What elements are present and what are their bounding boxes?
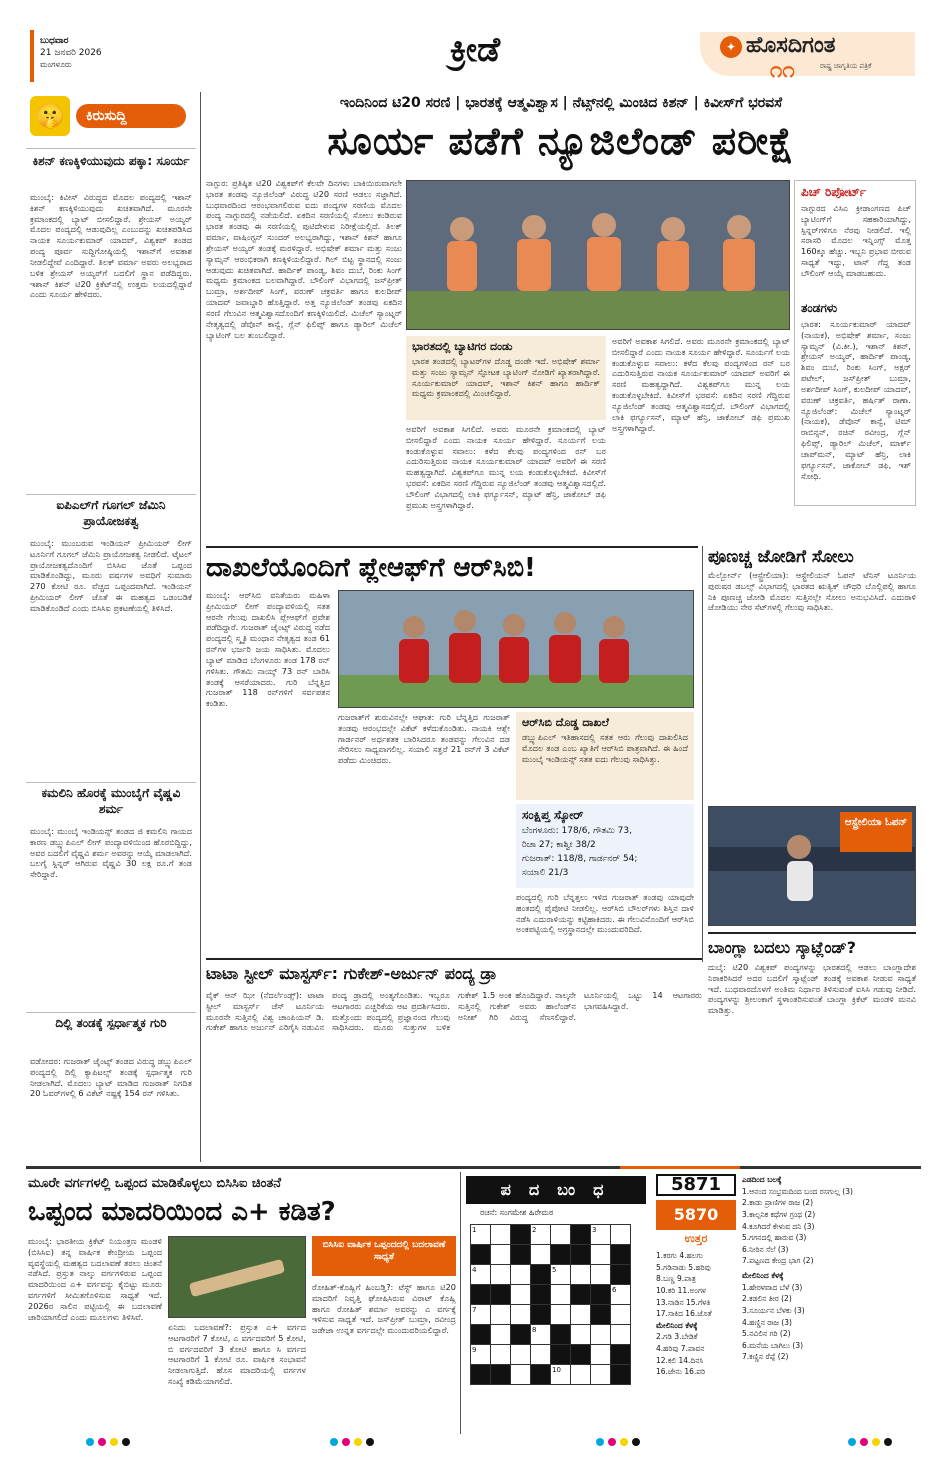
- prev-answers: [656, 1250, 736, 1378]
- paper-name: ಹೊಸದಿಗಂತ: [746, 33, 836, 58]
- team-training-illustration: [407, 181, 789, 329]
- lead-body-col4: ಅವರಿಗೆ ಅವಕಾಶ ಸಿಗಲಿದೆ. ಅವರು ಮೂರನೇ ಕ್ರಮಾಂಕದಲ್ಲಿ ಬ್ಯಾಟ್ ಬೀಸಲಿದ್ದಾರೆ ಎಂದು ನಾಯಕ ಸೂರ್ಯ ಹೇಳಿದ್ದಾರೆ. ಸೂರ್ಯಗೆ ಲಯ ಕಂಡುಕೊಳ್ಳುವ ಸವಾಲು: ಕಳೆದ ಕೆಲವು ಪಂದ್ಯಗಳಿಂದ ರನ್ ಬರ ಎದುರಿಸುತ್ತಿರುವ ನಾಯಕ ಸೂರ್ಯಕುಮಾರ್ ಯಾದವ್ ಅವರಿಗೆ ಈ ಸರಣಿ ಮಹತ್ವದ್ದಾಗಿದೆ. ವಿಶ್ವಕಪ್‌ಗೂ ಮುನ್ನ ಲಯ ಕಂಡುಕೊಳ್ಳಬೇಕಿದೆ. ಕಿವೀಸ್‌ಗೆ ಭರವಸೆ: ಏಕದಿನ ಸರಣಿ ಗೆದ್ದಿರುವ ನ್ಯೂಜಿಲೆಂಡ್ ತಂಡವು ಆತ್ಮವಿಶ್ವಾಸದಲ್ಲಿದೆ. ಬೌಲಿಂಗ್ ವಿಭಾಗದಲ್ಲಿ ಲಾಕಿ ಫರ್ಗ್ಯೂಸನ್, ಮ್ಯಾಟ್ ಹೆನ್ರಿ, ಜಾಕೋಬ್ ಡಫಿ ಪ್ರಮುಖ ಅಸ್ತ್ರಗಳಾಗಿದ್ದಾರೆ.: [612, 336, 790, 433]
- divider: [206, 546, 698, 548]
- prev-puzzle-label: ಉತ್ತರ: [684, 1232, 708, 1245]
- tennis-body: ಮೆಲ್ಬೋರ್ನ್ (ಆಸ್ಟ್ರೇಲಿಯಾ): ಆಸ್ಟ್ರೇಲಿಯನ್ ಓಪನ್ ಟೆನಿಸ್ ಟೂರ್ನಿಯ ಪುರುಷರ ಡಬಲ್ಸ್ ವಿಭಾಗದಲ್ಲಿ ಭಾರತದ ಋತ್ವಿಕ್ ಚೌಧರಿ ಬೊಲ್ಲಿಪಲ್ಲಿ ಹಾಗೂ ನಿಕಿ ಪೂಣಚ್ಚ ಜೋಡಿ ಮೊದಲ ಸುತ್ತಿನಲ್ಲೇ ಸೋಲು ಅನುಭವಿಸಿದೆ. ಎದುರಾಳಿ ಜೋಡಿಯು ನೇರ ಸೆಟ್‌ಗಳಲ್ಲಿ ಗೆಲುವು ಸಾಧಿಸಿತು.: [708, 570, 916, 613]
- sidebar: [26, 92, 196, 1062]
- prev-answer-line: 1.ಕರಗು 4.ಹಲಗು: [656, 1251, 703, 1260]
- teams-body: ಭಾರತ: ಸೂರ್ಯಕುಮಾರ್ ಯಾದವ್ (ನಾಯಕ), ಅಭಿಷೇಕ್ ಶರ್ಮಾ, ಸಂಜು ಸ್ಯಾಮ್ಸನ್ (ವಿ.ಕೀ.), ಇಶಾನ್ ಕಿಶನ್, ಶ್ರೇಯಸ್ ಅಯ್ಯರ್, ಹಾರ್ದಿಕ್ ಪಾಂಡ್ಯ, ಶಿವಂ ದುಬೆ, ರಿಂಕು ಸಿಂಗ್, ಅಕ್ಷರ್ ಪಟೇಲ್, ಜಸ್‌ಪ್ರೀತ್ ಬುಮ್ರಾ, ಅರ್ಶದೀಪ್ ಸಿಂಗ್, ಕುಲದೀಪ್ ಯಾದವ್, ವರುಣ್ ಚಕ್ರವರ್ತಿ, ಹರ್ಷಿತ್ ರಾಣಾ. ನ್ಯೂಜಿಲೆಂಡ್: ಮಿಚೆಲ್ ಸ್ಯಾಂಟ್ನರ್ (ನಾಯಕ), ಡೆವೊನ್ ಕಾನ್ವೆ, ಟಿಮ್ ರಾಬಿನ್ಸನ್, ರಚಿನ್ ರವೀಂದ್ರ, ಗ್ಲೆನ್ ಫಿಲಿಪ್ಸ್, ಡ್ಯಾರಿಲ್ ಮಿಚೆಲ್, ಮಾರ್ಕ್ ಚಾಪ್‌ಮನ್, ಮ್ಯಾಟ್ ಹೆನ್ರಿ, ಲಾಕಿ ಫರ್ಗ್ಯೂಸನ್, ಜಾಕೋಬ್ ಡಫಿ, ಇಶ್ ಸೋಧಿ.: [801, 319, 911, 481]
- sidebar-item-body: ಮುಂಬೈ: ಕಿವೀಸ್ ವಿರುದ್ಧದ ಮೊದಲ ಪಂದ್ಯದಲ್ಲಿ ಇಶಾನ್ ಕಿಶನ್ ಕಣಕ್ಕಿಳಿಯುವುದು ಖಚಿತವಾಗಿದೆ. ಮೂರನೇ ಕ್ರಮಾಂಕದಲ್ಲಿ ಬ್ಯಾಟ್ ಬೀಸಲಿದ್ದಾರೆ. ಶ್ರೇಯಸ್ ಅಯ್ಯರ್ ಮೊದಲ ಪಂದ್ಯದಲ್ಲಿ ಆಡುವುದಿಲ್ಲ ಎಂಬುದನ್ನು ಖಚಿತಪಡಿಸಿದ ನಾಯಕ ಸೂರ್ಯಕುಮಾರ್ ಯಾದವ್, ವಿಶ್ವಕಪ್ ತಂಡದ ಪಂದ್ಯ ಪೂರ್ವ ಸುದ್ದಿಗೋಷ್ಠಿಯಲ್ಲಿ ಇಶಾನ್‌ಗೆ ಅವಕಾಶ ನೀಡಲಿದ್ದೇವೆ ಎಂದಿದ್ದಾರೆ. ತಿಲಕ್ ವರ್ಮಾ ಅವರು ಅಲಭ್ಯರಾದ ಬಳಿಕ ಶ್ರೇಯಸ್ ಅಯ್ಯರ್‌ಗೆ ಬದಲಿಗೆ ಸ್ಥಾನ ಪಡೆದಿದ್ದರು. ಇಶಾನ್ ಕಿಶನ್ ಟಿ20 ಕ್ರಿಕೆಟ್‌ನಲ್ಲಿ ಉತ್ತಮ ಲಯದಲ್ಲಿದ್ದಾರೆ ಎಂದು ಸೂರ್ಯ ಹೇಳಿದರು.: [30, 192, 192, 300]
- cyan-dot: [848, 1438, 856, 1446]
- prev-answer-line: ಮೇಲಿನಿಂದ ಕೆಳಕ್ಕೆ: [656, 1320, 698, 1330]
- column-divider: [200, 92, 201, 1162]
- rcb-body: ಮುಂಬೈ: ಆರ್‌ಸಿಬಿ ವನಿತೆಯರು ಮಹಿಳಾ ಪ್ರೀಮಿಯರ್ ಲೀಗ್ ಪಂದ್ಯಾವಳಿಯಲ್ಲಿ ಸತತ ಆರನೇ ಗೆಲುವು ದಾಖಲಿಸಿ ಪ್ಲೇಆಫ್‌ಗೆ ಪ್ರವೇಶ ಪಡೆದಿದ್ದಾರೆ. ಗುಜರಾತ್ ಜೈಂಟ್ಸ್ ವಿರುದ್ಧ ನಡೆದ ಪಂದ್ಯದಲ್ಲಿ ಸ್ಮೃತಿ ಮಂಧಾನ ನೇತೃತ್ವದ ತಂಡ 61 ರನ್‌ಗಳ ಭರ್ಜರಿ ಜಯ ಸಾಧಿಸಿತು. ಮೊದಲು ಬ್ಯಾಟ್ ಮಾಡಿದ ಬೆಂಗಳೂರು ತಂಡ 178 ರನ್ ಗಳಿಸಿತು. ಗೌತಮಿ ನಾಯ್ಕ್ 73 ರನ್ ಬಾರಿಸಿ ತಂಡಕ್ಕೆ ಆಸರೆಯಾದರು. ಗುರಿ ಬೆನ್ನತ್ತಿದ ಗುಜರಾತ್ 118 ರನ್‌ಗಳಿಗೆ ಸರ್ವಪತನ ಕಂಡಿತು.: [206, 590, 330, 709]
- bcci-headline: ಒಪ್ಪಂದ ಮಾದರಿಯಿಂದ ಎ+ ಕಡಿತ?: [28, 1197, 336, 1227]
- sidebar-item-title: ಕಿಶನ್ ಕಣಕ್ಕಿಳಿಯುವುದು ಪಕ್ಕಾ: ಸೂರ್ಯ: [32, 154, 190, 168]
- tennis-headline: ಪೂಣಚ್ಚ ಜೋಡಿಗೆ ಸೋಲು: [708, 547, 854, 567]
- bcci-kicker: ಮೂರೇ ವರ್ಗಗಳಲ್ಲಿ ಒಪ್ಪಂದ ಮಾಡಿಕೊಳ್ಳಲು ಬಿಸಿಸಿಐ ಚಿಂತನೆ: [28, 1176, 282, 1191]
- masthead-day: ಬುಧವಾರ: [40, 36, 69, 46]
- sidebar-brand: ಕಿರುಸುದ್ದಿ: [76, 104, 186, 128]
- tennis-badge: ಆಸ್ಟ್ರೇಲಿಯಾ ಓಪನ್: [840, 812, 912, 852]
- clue-across: 6.ನೀರಿನ ಸೆಲೆ (3): [742, 1244, 789, 1254]
- rcb-celebration-illustration: [339, 591, 693, 707]
- print-registration-marks: [596, 1438, 640, 1446]
- prev-answer-line: 5.ಗಡಿನಾಡು 5.ಹರಿವು: [656, 1262, 711, 1272]
- clue-across: 5.ಗಗನದಲ್ಲಿ ಹಾರುವ (3): [742, 1233, 807, 1243]
- clue-down: 6.ಮನೆಯ ಬಾಗಿಲು (3): [742, 1340, 804, 1350]
- sidebar-item-body: ಮುಂಬೈ: ಮುಂಬರುವ ಇಂಡಿಯನ್ ಪ್ರೀಮಿಯರ್ ಲೀಗ್ ಟೂರ್ನಿಗೆ ಗೂಗಲ್ ಜೆಮಿನಿ ಪ್ರಾಯೋಜಕತ್ವ ನೀಡಲಿದೆ. ಟೈಟಲ್ ಪ್ರಾಯೋಜಕತ್ವದೊಂದಿಗೆ ಬಿಸಿಸಿಐ ಜೊತೆ ಒಪ್ಪಂದ ಮಾಡಿಕೊಂಡಿದ್ದು, ಮೂರು ವರ್ಷಗಳ ಅವಧಿಗೆ ಸುಮಾರು 270 ಕೋಟಿ ರೂ. ವೆಚ್ಚದ ಒಪ್ಪಂದವಾಗಿದೆ. ಇಂಡಿಯನ್ ಪ್ರೀಮಿಯರ್ ಲೀಗ್ ಜೊತೆ ಈ ಮಹತ್ವದ ಒಡಂಬಡಿಕೆ ಮಾಡಿಕೊಂಡಿದೆ ಎಂದು ಬಿಸಿಸಿಐ ಪ್ರಕಟಣೆಯಲ್ಲಿ ತಿಳಿಸಿದೆ.: [30, 538, 192, 613]
- divider: [26, 148, 196, 149]
- divider: [708, 932, 916, 934]
- prev-answer-line: 16.ಜೇನು 16.ಪರಿ: [656, 1367, 706, 1377]
- clue-across: 7.ಪಟ್ಟಣದ ಕೇಂದ್ರ ಭಾಗ (2): [742, 1256, 814, 1266]
- clue-down: 4.ಹಣ್ಣಿನ ರಾಜ (3): [742, 1317, 792, 1327]
- clue-down: 2.ಕಡಲಿನ ತೀರ (2): [742, 1294, 792, 1304]
- column-divider: [460, 1172, 461, 1434]
- bottom-divider: [26, 1166, 921, 1169]
- puzzle-author: ರಚನೆ: ಸಂಗಮೇಶ ಹಿರೇಮಠ: [480, 1208, 554, 1217]
- clue-down: 7.ಕಣ್ಣಿನ ರೆಪ್ಪೆ (2): [742, 1352, 789, 1362]
- prev-answer-line: 8.ಬಣ್ಣ 9.ಪಾತ್ರ: [656, 1274, 696, 1284]
- lamp-icon: ✦: [720, 36, 742, 58]
- divider: [206, 958, 702, 960]
- section-title: ಕ್ರೀಡೆ: [449, 30, 501, 70]
- magenta-dot: [860, 1438, 868, 1446]
- black-dot: [122, 1438, 130, 1446]
- lead-photo: [406, 180, 790, 330]
- sidebar-item-title: ಐಪಿಎಲ್‌ಗೆ ಗೂಗಲ್ ಜೆಮಿನಿ ಪ್ರಾಯೋಜಕತ್ವ: [56, 498, 166, 528]
- pitch-report-box: [794, 180, 916, 506]
- column-divider: [702, 546, 703, 962]
- sidebar-item-body: ಮುಂಬೈ: ಮುಂಬೈ ಇಂಡಿಯನ್ಸ್ ತಂಡದ ಜಿ ಕಮಲಿನಿ ಗಾಯದ ಕಾರಣ ಡಬ್ಲ್ಯುಪಿಎಲ್ ಲೀಗ್ ಪಂದ್ಯಾವಳಿಯಿಂದ ಹೊರಬಿದ್ದಿದ್ದು, ಅವರ ಬದಲಿಗೆ ವೈಷ್ಣವಿ ಶರ್ಮ ಅವರನ್ನು ಆಯ್ಕೆ ಮಾಡಲಾಗಿದೆ. ಬಲಗೈ ಸ್ಪಿನ್ನರ್ ಆಗಿರುವ ವೈಷ್ಣವಿ 30 ಲಕ್ಷ ರೂ.ಗೆ ತಂಡ ಸೇರಿದ್ದಾರೆ.: [30, 826, 192, 880]
- rcb-photo: [338, 590, 694, 708]
- page-number: ೧೧: [770, 58, 795, 83]
- magenta-dot: [98, 1438, 106, 1446]
- yellow-dot: [872, 1438, 880, 1446]
- clue-across: 3.ಕಾಲ್ಪನಿಕ ಕಥೆಗಳ ಗ್ರಂಥ (2): [742, 1209, 816, 1219]
- clues: [742, 1174, 918, 1363]
- print-registration-marks: [330, 1438, 374, 1446]
- cyan-dot: [596, 1438, 604, 1446]
- divider: [26, 782, 196, 783]
- print-registration-marks: [86, 1438, 130, 1446]
- rcb-record-body: ಡಬ್ಲ್ಯುಪಿಎಲ್ ಇತಿಹಾಸದಲ್ಲಿ ಸತತ ಆರು ಗೆಲುವು ದಾಖಲಿಸಿದ ಮೊದಲ ತಂಡ ಎಂಬ ಖ್ಯಾತಿಗೆ ಆರ್‌ಸಿಬಿ ಪಾತ್ರವಾಗಿದೆ. ಈ ಹಿಂದೆ ಮುಂಬೈ ಇಂಡಿಯನ್ಸ್ ಸತತ ಐದು ಗೆಲುವು ಸಾಧಿಸಿತ್ತು.: [522, 732, 688, 764]
- date-accent-bar: [30, 30, 34, 82]
- magenta-dot: [608, 1438, 616, 1446]
- cyan-dot: [86, 1438, 94, 1446]
- cricket-bat-illustration: [169, 1237, 305, 1317]
- shush-emoji-icon: 🤫: [30, 96, 70, 136]
- masthead: [30, 30, 920, 88]
- print-registration-marks: [848, 1438, 892, 1446]
- prev-answer-line: 13.ನಾಡಿನ 15.ಗೆಳತಿ: [656, 1297, 711, 1307]
- bcci-body2: ಏನಿದು ಬದಲಾವಣೆ?: ಪ್ರಸ್ತುತ ಎ+ ವರ್ಗದ ಆಟಗಾರರಿಗೆ 7 ಕೋಟಿ, ಎ ವರ್ಗದವರಿಗೆ 5 ಕೋಟಿ, ಬಿ ವರ್ಗದವರಿಗೆ 3 ಕೋಟಿ ಹಾಗೂ ಸಿ ವರ್ಗದ ಆಟಗಾರರಿಗೆ 1 ಕೋಟಿ ರೂ. ವಾರ್ಷಿಕ ಸಂಭಾವನೆ ನೀಡಲಾಗುತ್ತಿದೆ. ಹೊಸ ಮಾದರಿಯಲ್ಲಿ ವರ್ಗಗಳ ಸಂಖ್ಯೆ ಕಡಿಮೆಯಾಗಲಿದೆ.: [168, 1322, 306, 1387]
- yellow-dot: [354, 1438, 362, 1446]
- crossword-grid: 1 2 3 4 5 6 7 8 9 10: [470, 1224, 631, 1385]
- lead-headline: ಸೂರ್ಯ ಪಡೆಗೆ ನ್ಯೂಜಿಲೆಂಡ್ ಪರೀಕ್ಷೆ: [327, 119, 795, 163]
- across-title: ಎಡದಿಂದ ಬಲಕ್ಕೆ: [742, 1175, 782, 1184]
- masthead-date: 21 ಜನವರಿ 2026: [40, 48, 102, 58]
- rcb-headline: ದಾಖಲೆಯೊಂದಿಗೆ ಪ್ಲೇಆಫ್‌ಗೆ ಆರ್‌ಸಿಬಿ!: [206, 553, 536, 583]
- scorecard-title: ಸಂಕ್ಷಿಪ್ತ ಸ್ಕೋರ್: [522, 808, 584, 822]
- pitch-report-title: ಪಿಚ್ ರಿಪೋರ್ಟ್: [801, 185, 867, 199]
- orange-rule: [620, 1166, 740, 1169]
- puzzle-title-blocks: [466, 1176, 646, 1204]
- caption-body: ಭಾರತ ತಂಡದಲ್ಲಿ ಬ್ಯಾಟರ್‌ಗಳ ದೊಡ್ಡ ದಂಡೇ ಇದೆ. ಅಭಿಷೇಕ್ ಶರ್ಮಾ ಮತ್ತು ಸಂಜು ಸ್ಯಾಮ್ಸನ್ ಸ್ಫೋಟಕ ಬ್ಯಾಟಿಂಗ್ ನೋಡಿಗೆ ಖ್ಯಾತರಾಗಿದ್ದಾರೆ. ಸೂರ್ಯಕುಮಾರ್ ಯಾದವ್, ಇಶಾನ್ ಕಿಶನ್ ಹಾಗೂ ಹಾರ್ದಿಕ್ ಮಧ್ಯಮ ಕ್ರಮಾಂಕದಲ್ಲಿ ಮಿಂಚಲಿದ್ದಾರೆ.: [412, 356, 600, 399]
- scorecard-box: [516, 804, 694, 888]
- prev-answer-line: 17.ಸಾಕಿದ 16.ಜೊತೆ: [656, 1309, 712, 1319]
- black-dot: [366, 1438, 374, 1446]
- paper-tagline: ರಾಷ್ಟ್ರ ಜಾಗೃತಿಯ ಪತ್ರಿಕೆ: [820, 62, 872, 70]
- prev-answer-line: 4.ಹರಿವು 7.ಪಾವನ: [656, 1344, 705, 1353]
- sidebar-item-title: ದಿಲ್ಲಿ ತಂಡಕ್ಕೆ ಸ್ಪರ್ಧಾತ್ಮಕ ಗುರಿ: [55, 1016, 167, 1030]
- lead-body: ನಾಗ್ಪುರ: ಪ್ರತಿಷ್ಠಿತ ಟಿ20 ವಿಶ್ವಕಪ್‌ಗೆ ಕೆಲವೇ ದಿನಗಳು ಬಾಕಿಯಿರುವಾಗಲೇ ಭಾರತ ತಂಡವು ನ್ಯೂಜಿಲೆಂಡ್ ವಿರುದ್ಧ ಟಿ20 ಸರಣಿ ಆಡಲು ಸಜ್ಜಾಗಿದೆ. ಬುಧವಾರದಿಂದ ಆರಂಭವಾಗಲಿರುವ ಐದು ಪಂದ್ಯಗಳ ಸರಣಿಯ ಮೊದಲ ಪಂದ್ಯ ನಾಗ್ಪುರದಲ್ಲಿ ನಡೆಯಲಿದೆ. ಏಕದಿನ ಸರಣಿಯಲ್ಲಿ ಸೋಲು ಕಂಡಿರುವ ಭಾರತ ತಂಡವು ಈ ಸರಣಿಯಲ್ಲಿ ಪುಟಿದೇಳುವ ನಿರೀಕ್ಷೆಯಲ್ಲಿದೆ. ತಿಲಕ್ ವರ್ಮಾ, ವಾಷಿಂಗ್ಟನ್ ಸುಂದರ್ ಅಲಭ್ಯರಾಗಿದ್ದು, ಇಶಾನ್ ಕಿಶನ್ ಹಾಗೂ ಶ್ರೇಯಸ್ ಅಯ್ಯರ್ ತಂಡಕ್ಕೆ ಮರಳಿದ್ದಾರೆ. ಅಭಿಷೇಕ್ ಶರ್ಮಾ ಮತ್ತು ಸಂಜು ಸ್ಯಾಮ್ಸನ್ ಆರಂಭಿಕರಾಗಿ ಕಣಕ್ಕಿಳಿಯಲಿದ್ದಾರೆ. ಗಿಲ್ ಬಿಟ್ಟ ಸ್ಥಾನದಲ್ಲಿ ಸಂಜು ಆಡುವುದು ಖಚಿತವಾಗಿದೆ. ಹಾರ್ದಿಕ್ ಪಾಂಡ್ಯ, ಶಿವಂ ದುಬೆ, ರಿಂಕು ಸಿಂಗ್ ಮಧ್ಯಮ ಕ್ರಮಾಂಕದ ಬಲವಾಗಿದ್ದಾರೆ. ಬೌಲಿಂಗ್ ವಿಭಾಗದಲ್ಲಿ ಜಸ್‌ಪ್ರೀತ್ ಬುಮ್ರಾ, ಅರ್ಶದೀಪ್ ಸಿಂಗ್, ವರುಣ್ ಚಕ್ರವರ್ತಿ ಹಾಗೂ ಕುಲದೀಪ್ ಯಾದವ್ ಜವಾಬ್ದಾರಿ ಹೊತ್ತಿದ್ದಾರೆ. ಅತ್ತ ನ್ಯೂಜಿಲೆಂಡ್ ತಂಡವು ಏಕದಿನ ಸರಣಿ ಗೆಲುವಿನ ಆತ್ಮವಿಶ್ವಾಸದೊಂದಿಗೆ ಕಣಕ್ಕಿಳಿಯಲಿದೆ. ಮಿಚೆಲ್ ಸ್ಯಾಂಟ್ನರ್ ನೇತೃತ್ವದಲ್ಲಿ ಡೆವೊನ್ ಕಾನ್ವೆ, ಗ್ಲೆನ್ ಫಿಲಿಪ್ಸ್ ಹಾಗೂ ಡ್ಯಾರಿಲ್ ಮಿಚೆಲ್ ಬ್ಯಾಟಿಂಗ್ ಬಲ ತುಂಬಲಿದ್ದಾರೆ.: [206, 178, 402, 340]
- clue-down: 1.ಹೇರಳವಾದ ಬೆಳೆ (3): [742, 1282, 803, 1292]
- bcci-body3: ರೋಹಿತ್-ಕೊಹ್ಲಿಗೆ ಹಿಂಬಡ್ತಿ?: ಟೆಸ್ಟ್ ಹಾಗೂ ಟಿ20 ಮಾದರಿಗೆ ನಿವೃತ್ತಿ ಘೋಷಿಸಿರುವ ವಿರಾಟ್ ಕೊಹ್ಲಿ ಹಾಗೂ ರೋಹಿತ್ ಶರ್ಮಾ ಅವರನ್ನು ಎ ವರ್ಗಕ್ಕೆ ಇಳಿಸುವ ಸಾಧ್ಯತೆ ಇದೆ. ಜಸ್‌ಪ್ರೀತ್ ಬುಮ್ರಾ, ರವೀಂದ್ರ ಜಡೇಜಾ ಉನ್ನತ ವರ್ಗದಲ್ಲೇ ಮುಂದುವರಿಯಲಿದ್ದಾರೆ.: [312, 1282, 456, 1336]
- divider: [26, 494, 196, 495]
- puzzle-number: 5871: [656, 1174, 736, 1196]
- yellow-dot: [620, 1438, 628, 1446]
- pitch-report-body: ನಾಗ್ಪುರದ ವಿಸಿಎ ಕ್ರೀಡಾಂಗಣದ ಪಿಚ್ ಬ್ಯಾಟಿಂಗ್‌ಗೆ ಸಹಕಾರಿಯಾಗಿದ್ದು, ಸ್ಪಿನ್ನರ್‌ಗಳಿಗೂ ನೆರವು ನೀಡಲಿದೆ. ಇಲ್ಲಿ ಸರಾಸರಿ ಮೊದಲ ಇನ್ನಿಂಗ್ಸ್ ಮೊತ್ತ 160ಕ್ಕೂ ಹೆಚ್ಚು. ಇಬ್ಬನಿ ಪ್ರಭಾವ ಬೀರುವ ಸಾಧ್ಯತೆ ಇದ್ದು, ಟಾಸ್ ಗೆದ್ದ ತಂಡ ಬೌಲಿಂಗ್ ಆಯ್ಕೆ ಮಾಡಬಹುದು.: [801, 203, 911, 278]
- bcci-photo: [168, 1236, 306, 1318]
- scorecard-line: ಬೆಂಗಳೂರು: 178/6, ಗೌತಮಿ 73,: [522, 826, 632, 836]
- scorecard-line: ಗುಜರಾತ್: 118/8, ಗಾರ್ಡನರ್ 54;: [522, 854, 638, 864]
- clue-down: 3.ಸೂರ್ಯನ ಬೆಳಕು (3): [742, 1305, 805, 1315]
- prev-answer-line: 12.ಕಲಿ 14.ದಿನಸಿ: [656, 1355, 704, 1365]
- down-title: ಮೇಲಿನಿಂದ ಕೆಳಕ್ಕೆ: [742, 1271, 784, 1280]
- rcb-col3: ಪಂದ್ಯದಲ್ಲಿ ಗುರಿ ಬೆನ್ನತ್ತಲು ಇಳಿದ ಗುಜರಾತ್ ತಂಡವು ಯಾವುದೇ ಹಂತದಲ್ಲಿ ಪೈಪೋಟಿ ನೀಡಲಿಲ್ಲ. ಆರ್‌ಸಿಬಿ ಬೌಲರ್‌ಗಳು ಶಿಸ್ತಿನ ದಾಳಿ ನಡೆಸಿ ಎದುರಾಳಿಯನ್ನು ಕಟ್ಟಿಹಾಕಿದರು. ಈ ಗೆಲುವಿನೊಂದಿಗೆ ಆರ್‌ಸಿಬಿ ಅಂಕಪಟ್ಟಿಯಲ್ಲಿ ಅಗ್ರಸ್ಥಾನದಲ್ಲೇ ಮುಂದುವರಿದಿದೆ.: [516, 892, 694, 935]
- rcb-record-title: ಆರ್‌ಸಿಬಿ ದೊಡ್ಡ ದಾಖಲೆ: [522, 716, 609, 729]
- rcb-col2: ಗುಜರಾತ್‌ಗೆ ಶುರುವಿನಲ್ಲೇ ಆಘಾತ: ಗುರಿ ಬೆನ್ನತ್ತಿದ ಗುಜರಾತ್ ತಂಡವು ಆರಂಭದಲ್ಲೇ ವಿಕೆಟ್ ಕಳೆದುಕೊಂಡಿತು. ನಾಯಕಿ ಆಶ್ಲೇ ಗಾರ್ಡನರ್ ಅರ್ಧಶತಕ ಬಾರಿಸಿದರೂ ತಂಡವನ್ನು ಗೆಲುವಿನ ದಡ ಸೇರಿಸಲು ಸಾಧ್ಯವಾಗಲಿಲ್ಲ. ಸಯಾಲಿ ಸತ್ಘರೆ 21 ರನ್‌ಗೆ 3 ವಿಕೆಟ್ ಪಡೆದು ಮಿಂಚಿದರು.: [338, 712, 510, 766]
- caption-box: [406, 336, 606, 420]
- masthead-city: ಮಂಗಳೂರು: [40, 60, 72, 69]
- chess-body: ವೈಕ್ ಆನ್ ಝೀ (ನೆದರ್ಲೆಂಡ್ಸ್): ಟಾಟಾ ಸ್ಟೀಲ್ ಮಾಸ್ಟರ್ಸ್ ಚೆಸ್ ಟೂರ್ನಿಯ ಮೂರನೇ ಸುತ್ತಿನಲ್ಲಿ ವಿಶ್ವ ಚಾಂಪಿಯನ್ ಡಿ. ಗುಕೇಶ್ ಹಾಗೂ ಅರ್ಜುನ್ ಎರಿಗೈಸಿ ನಡುವಿನ ಪಂದ್ಯ ಡ್ರಾದಲ್ಲಿ ಅಂತ್ಯಗೊಂಡಿತು. ಇಬ್ಬರೂ ಆಟಗಾರರು ಎಚ್ಚರಿಕೆಯ ಆಟ ಪ್ರದರ್ಶಿಸಿದರು. ಮತ್ತೊಂದು ಪಂದ್ಯದಲ್ಲಿ ಪ್ರಜ್ಞಾನಂದ ಗೆಲುವು ಸಾಧಿಸಿದರು. ಮೂರು ಸುತ್ತುಗಳ ಬಳಿಕ ಗುಕೇಶ್ 1.5 ಅಂಕ ಹೊಂದಿದ್ದಾರೆ. ನಾಲ್ಕನೇ ಸುತ್ತಿನಲ್ಲಿ ಗುಕೇಶ್ ಅವರು ಹಾಲೆಂಡ್‌ನ ಅನೀಶ್ ಗಿರಿ ವಿರುದ್ಧ ಸೆಣಸಲಿದ್ದಾರೆ. ಟೂರ್ನಿಯಲ್ಲಿ ಒಟ್ಟು 14 ಆಟಗಾರರು ಭಾಗವಹಿಸಿದ್ದಾರೆ.: [206, 990, 702, 1033]
- prev-puzzle-number: 5870: [656, 1200, 736, 1230]
- bcci-box-title: ಬಿಸಿಸಿಐ ವಾರ್ಷಿಕ ಒಪ್ಪಂದದಲ್ಲಿ ಬದಲಾವಣೆ ಸಾಧ್ಯತೆ: [312, 1236, 456, 1276]
- prev-answer-line: 10.ಕರಿ 11.ಅಂಗಳ: [656, 1285, 706, 1295]
- sidebar-header: [26, 92, 196, 142]
- magenta-dot: [342, 1438, 350, 1446]
- sidebar-item-title: ಕಮಲಿನಿ ಹೊರಕ್ಕೆ ಮುಂಬೈಗೆ ವೈಷ್ಣವಿ ಶರ್ಮ: [41, 786, 181, 816]
- lead-body-continued: ಅವರಿಗೆ ಅವಕಾಶ ಸಿಗಲಿದೆ. ಅವರು ಮೂರನೇ ಕ್ರಮಾಂಕದಲ್ಲಿ ಬ್ಯಾಟ್ ಬೀಸಲಿದ್ದಾರೆ ಎಂದು ನಾಯಕ ಸೂರ್ಯ ಹೇಳಿದ್ದಾರೆ. ಸೂರ್ಯಗೆ ಲಯ ಕಂಡುಕೊಳ್ಳುವ ಸವಾಲು: ಕಳೆದ ಕೆಲವು ಪಂದ್ಯಗಳಿಂದ ರನ್ ಬರ ಎದುರಿಸುತ್ತಿರುವ ನಾಯಕ ಸೂರ್ಯಕುಮಾರ್ ಯಾದವ್ ಅವರಿಗೆ ಈ ಸರಣಿ ಮಹತ್ವದ್ದಾಗಿದೆ. ವಿಶ್ವಕಪ್‌ಗೂ ಮುನ್ನ ಲಯ ಕಂಡುಕೊಳ್ಳಬೇಕಿದೆ. ಕಿವೀಸ್‌ಗೆ ಭರವಸೆ: ಏಕದಿನ ಸರಣಿ ಗೆದ್ದಿರುವ ನ್ಯೂಜಿಲೆಂಡ್ ತಂಡವು ಆತ್ಮವಿಶ್ವಾಸದಲ್ಲಿದೆ. ಬೌಲಿಂಗ್ ವಿಭಾಗದಲ್ಲಿ ಲಾಕಿ ಫರ್ಗ್ಯೂಸನ್, ಮ್ಯಾಟ್ ಹೆನ್ರಿ, ಜಾಕೋಬ್ ಡಫಿ ಪ್ರಮುಖ ಅಸ್ತ್ರಗಳಾಗಿದ್ದಾರೆ.: [406, 424, 606, 510]
- chess-headline: ಟಾಟಾ ಸ್ಟೀಲ್ ಮಾಸ್ಟರ್ಸ್: ಗುಕೇಶ್-ಅರ್ಜುನ್ ಪಂದ್ಯ ಡ್ರಾ: [206, 964, 497, 983]
- clue-down: 5.ನವಿಲಿನ ಗರಿ (2): [742, 1329, 791, 1339]
- clue-across: 1.ಆನಂದ ಸಂಭ್ರಮದಿಂದ ಬಂದ ರಸಗುಲ್ಲ (3): [742, 1186, 853, 1196]
- black-dot: [632, 1438, 640, 1446]
- puzzle-title: ಪದಬಂಧ: [466, 1176, 646, 1204]
- sidebar-item-body: ವಡೋದರ: ಗುಜರಾತ್ ಜೈಂಟ್ಸ್ ತಂಡದ ವಿರುದ್ಧ ಡಬ್ಲ್ಯುಪಿಎಲ್ ಪಂದ್ಯದಲ್ಲಿ ದಿಲ್ಲಿ ಕ್ಯಾಪಿಟಲ್ಸ್ ತಂಡಕ್ಕೆ ಸ್ಪರ್ಧಾತ್ಮಕ ಗುರಿ ನೀಡಲಾಗಿದೆ. ಮೊದಲು ಬ್ಯಾಟ್ ಮಾಡಿದ ಗುಜರಾತ್ ನಿಗದಿತ 20 ಓವರ್‌ಗಳಲ್ಲಿ 6 ವಿಕೆಟ್ ನಷ್ಟಕ್ಕೆ 154 ರನ್ ಗಳಿಸಿತು.: [30, 1056, 192, 1099]
- clue-across: 4.ಕೂಗಿದರೆ ಕೇಳುವ ದನಿ (3): [742, 1221, 815, 1231]
- teams-title: ತಂಡಗಳು: [801, 301, 838, 315]
- bangla-body: ದುಬೈ: ಟಿ20 ವಿಶ್ವಕಪ್ ಪಂದ್ಯಗಳನ್ನು ಭಾರತದಲ್ಲಿ ಆಡಲು ಬಾಂಗ್ಲಾದೇಶ ನಿರಾಕರಿಸಿದರೆ ಅದರ ಬದಲಿಗೆ ಸ್ಕಾಟ್ಲೆಂಡ್ ತಂಡಕ್ಕೆ ಅವಕಾಶ ನೀಡುವ ಸಾಧ್ಯತೆ ಇದೆ. ಬುಧವಾರದೊಳಗೆ ಅಂತಿಮ ನಿರ್ಧಾರ ತಿಳಿಸುವಂತೆ ಐಸಿಸಿ ಗಡುವು ನೀಡಿದೆ. ಪಂದ್ಯಗಳನ್ನು ಶ್ರೀಲಂಕಾಗೆ ಸ್ಥಳಾಂತರಿಸುವಂತೆ ಬಾಂಗ್ಲಾ ಕ್ರಿಕೆಟ್ ಮಂಡಳಿ ಮನವಿ ಮಾಡಿತ್ತು.: [708, 962, 916, 1016]
- scorecard-line: ಸಯಾಲಿ 21/3: [522, 868, 569, 878]
- bangla-headline: ಬಾಂಗ್ಲಾ ಬದಲು ಸ್ಕಾಟ್ಲೆಂಡ್?: [708, 938, 857, 957]
- black-dot: [884, 1438, 892, 1446]
- rcb-record-box: [516, 712, 694, 800]
- yellow-dot: [110, 1438, 118, 1446]
- lead-kicker: ಇಂದಿನಿಂದ ಟಿ20 ಸರಣಿ | ಭಾರತಕ್ಕೆ ಆತ್ಮವಿಶ್ವಾಸ | ನೆಟ್ಸ್‌ನಲ್ಲಿ ಮಿಂಚಿದ ಕಿಶನ್ | ಕಿವೀಸ್‌ಗೆ ಭರವಸೆ: [339, 95, 783, 111]
- prev-answer-line: 2.ಗಡಿ 3.ಬೇಡಿಕೆ: [656, 1332, 698, 1342]
- divider: [26, 1012, 196, 1013]
- bcci-body: ಮುಂಬೈ: ಭಾರತೀಯ ಕ್ರಿಕೆಟ್ ನಿಯಂತ್ರಣ ಮಂಡಳಿ (ಬಿಸಿಸಿಐ) ತನ್ನ ವಾರ್ಷಿಕ ಕೇಂದ್ರೀಯ ಒಪ್ಪಂದ ವ್ಯವಸ್ಥೆಯಲ್ಲಿ ಮಹತ್ವದ ಬದಲಾವಣೆ ತರಲು ಚಿಂತನೆ ನಡೆಸಿದೆ. ಪ್ರಸ್ತುತ ನಾಲ್ಕು ವರ್ಗಗಳಿರುವ ಒಪ್ಪಂದ ಮಾದರಿಯಿಂದ ಎ+ ವರ್ಗವನ್ನು ಕೈಬಿಟ್ಟು ಮೂರು ವರ್ಗಗಳಿಗೆ ಸೀಮಿತಗೊಳಿಸುವ ಸಾಧ್ಯತೆ ಇದೆ. 2026ರ ಸಾಲಿನ ಪಟ್ಟಿಯಲ್ಲಿ ಈ ಬದಲಾವಣೆ ಜಾರಿಯಾಗಲಿದೆ ಎಂದು ಮೂಲಗಳು ತಿಳಿಸಿವೆ.: [28, 1236, 162, 1322]
- cyan-dot: [330, 1438, 338, 1446]
- clue-across: 2.ಕಾಡು ಪ್ರಾಣಿಗಳ ರಾಜ (2): [742, 1198, 813, 1208]
- scorecard-line: ರಿಚಾ 27; ಕಾಶ್ವೀ 38/2: [522, 840, 596, 850]
- caption-title: ಭಾರತದಲ್ಲಿ ಬ್ಯಾಟಿಗರ ದಂಡು: [412, 340, 513, 353]
